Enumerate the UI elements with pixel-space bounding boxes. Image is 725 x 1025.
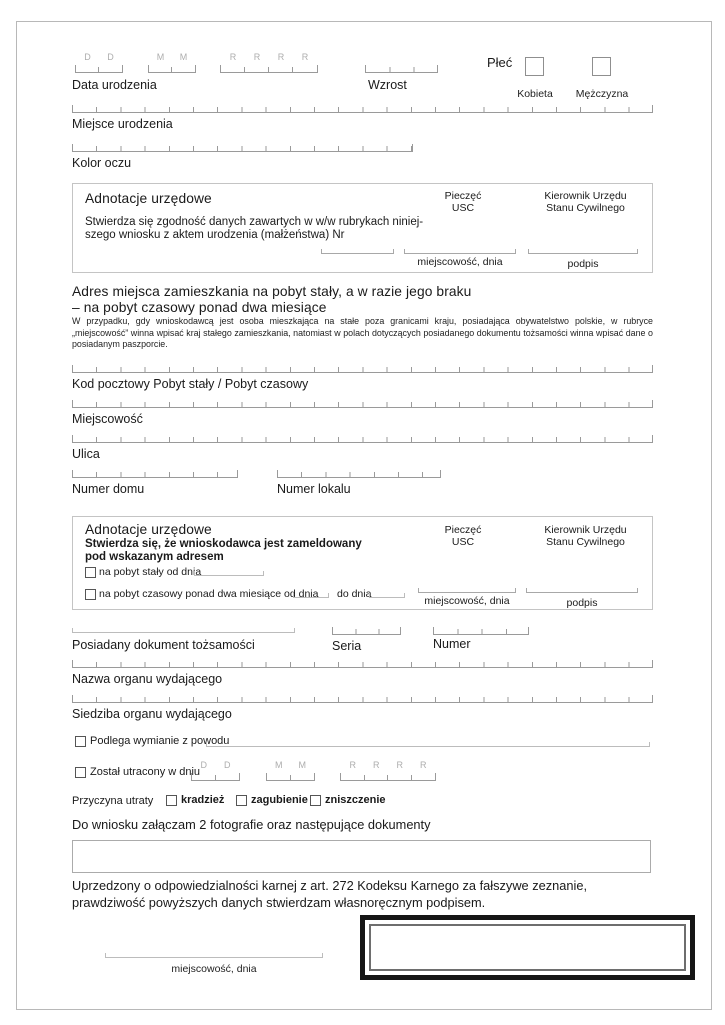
signature-label: podpis [566, 597, 598, 609]
permanent-stay-checkbox[interactable] [85, 567, 96, 578]
address-heading-line1: Adres miejsca zamieszkania na pobyt stały, a w razie jego braku [72, 284, 472, 299]
birth-month-field[interactable] [148, 52, 196, 73]
place-date-label: miejscowość, dnia [424, 595, 510, 607]
until-label: do dnia [337, 588, 372, 600]
birth-year-cell[interactable] [293, 52, 317, 72]
series-label: Seria [332, 639, 362, 653]
birthplace-label: Miejsce urodzenia [72, 117, 173, 131]
issuing-authority-label: Nazwa organu wydającego [72, 672, 223, 686]
postal-code-field[interactable] [72, 365, 653, 373]
height-field[interactable] [365, 65, 438, 73]
lost-reason-label: zagubienie [251, 794, 308, 806]
registry-head-label [523, 524, 648, 548]
lost-year-field[interactable] [340, 760, 436, 781]
birth-year-cell[interactable] [269, 52, 293, 72]
authority-seat-label: Siedziba organu wydającego [72, 707, 232, 721]
registered-statement-line1: Stwierdza się, że wnioskodawca jest zameldowany [85, 538, 362, 550]
house-number-label: Numer domu [72, 482, 145, 496]
signature-label: podpis [567, 258, 599, 270]
apartment-number-label: Numer lokalu [277, 482, 351, 496]
birth-year-cell[interactable] [221, 52, 245, 72]
birth-day-cell[interactable] [76, 52, 99, 72]
birth-date-label: Data urodzenia [72, 78, 157, 92]
stamp-label-line1: Pieczęć [444, 190, 482, 202]
year-ghost-letter: R [253, 52, 261, 62]
lost-month-field[interactable] [266, 760, 315, 781]
day-ghost-letter: D [84, 52, 91, 62]
theft-label: kradzież [181, 794, 225, 806]
year-ghost-letter: R [396, 760, 403, 770]
day-ghost-letter: D [224, 760, 231, 770]
annotations-birth-title: Adnotacje urzędowe [85, 191, 212, 206]
conformity-statement-line1: Stwierdza się zgodność danych zawartych w w/w rubrykach niniej- [85, 216, 424, 228]
year-ghost-letter: R [349, 760, 356, 770]
birth-year-field[interactable] [220, 52, 318, 73]
eye-color-field[interactable] [72, 144, 413, 152]
usc-stamp-label [413, 190, 513, 214]
series-field[interactable] [332, 627, 401, 635]
declaration-line1: Uprzedzony o odpowiedzialności karnej z art. 272 Kodeksu Karnego za fałszywe zeznanie, [72, 878, 588, 893]
temporary-until-date-field[interactable] [369, 593, 405, 598]
sex-label: Płeć [487, 55, 513, 70]
head-label-line2: Stanu Cywilnego [546, 202, 625, 214]
usc-stamp-label [413, 524, 513, 548]
birth-day-cell[interactable] [99, 52, 122, 72]
temporary-stay-label: na pobyt czasowy ponad dwa miesiące od dnia [99, 588, 319, 600]
lost-on-label: Został utracony w dniu [90, 766, 201, 778]
lost-day-field[interactable] [191, 760, 240, 781]
replacement-reason-field[interactable] [206, 742, 650, 747]
day-ghost-letter: D [107, 52, 114, 62]
annotations-residence-box [72, 516, 653, 610]
month-ghost-letter: M [179, 52, 188, 62]
year-ghost-letter: R [301, 52, 309, 62]
house-number-field[interactable] [72, 470, 238, 478]
lost-month-cell[interactable] [291, 760, 315, 780]
lost-month-cell[interactable] [267, 760, 291, 780]
number-field[interactable] [433, 627, 529, 635]
birth-day-field[interactable] [75, 52, 123, 73]
city-label: Miejscowość [72, 412, 143, 426]
lost-day-cell[interactable] [192, 760, 216, 780]
temporary-from-date-field[interactable] [293, 593, 329, 598]
lost-checkbox[interactable] [75, 767, 86, 778]
month-ghost-letter: M [298, 760, 306, 770]
city-field[interactable] [72, 400, 653, 408]
registered-statement-line2: pod wskazanym adresem [85, 551, 224, 563]
place-date-label: miejscowość, dnia [417, 256, 503, 268]
number-label: Numer [433, 637, 471, 651]
lost-day-cell[interactable] [216, 760, 240, 780]
stamp-label-line1: Pieczęć [444, 524, 482, 536]
signature-box[interactable] [360, 915, 695, 980]
stamp-label-line2: USC [451, 536, 475, 548]
head-label-line1: Kierownik Urzędu [544, 190, 627, 202]
signature-field[interactable] [528, 249, 638, 254]
apartment-number-field[interactable] [277, 470, 441, 478]
attachments-label: Do wniosku załączam 2 fotografie oraz następujące dokumenty [72, 817, 431, 832]
replacement-label: Podlega wymianie z powodu [90, 735, 230, 747]
lost-year-cell[interactable] [388, 760, 412, 780]
issuing-authority-field[interactable] [72, 660, 653, 668]
head-label-line2: Stanu Cywilnego [546, 536, 625, 548]
address-note: W przypadku, gdy wnioskodawcą jest osoba mieszkająca na stałe poza granicami kraju, posiadająca obywatelstwo polskie, w rubryce „miejscowość” winna wpisać kraj stałego zamieszkania, natomiast w polach dotyczących posiadanego dokumentu tożsamości winna wpisać dane o posiadanym paszporcie. [72, 316, 653, 350]
lost-reason-checkbox[interactable] [236, 795, 247, 806]
temporary-stay-checkbox[interactable] [85, 589, 96, 600]
street-field[interactable] [72, 435, 653, 443]
year-ghost-letter: R [373, 760, 380, 770]
destroyed-checkbox[interactable] [310, 795, 321, 806]
authority-seat-field[interactable] [72, 695, 653, 703]
signature-field[interactable] [526, 588, 638, 593]
height-label: Wzrost [368, 78, 407, 92]
stamp-label-line2: USC [451, 202, 475, 214]
head-label-line1: Kierownik Urzędu [544, 524, 627, 536]
year-ghost-letter: R [229, 52, 237, 62]
month-ghost-letter: M [275, 760, 283, 770]
place-date-label: miejscowość, dnia [171, 963, 257, 975]
permanent-stay-label: na pobyt stały od dnia [99, 566, 202, 578]
female-label: Kobieta [517, 88, 553, 100]
destroyed-label: zniszczenie [325, 794, 386, 806]
theft-checkbox[interactable] [166, 795, 177, 806]
registry-head-label [523, 190, 648, 214]
address-heading-line2: – na pobyt czasowy ponad dwa miesiące [72, 300, 327, 315]
conformity-statement-line2: szego wniosku z aktem urodzenia (małżeństwa) Nr [85, 229, 345, 241]
street-label: Ulica [72, 447, 100, 461]
lost-year-cell[interactable] [365, 760, 389, 780]
birth-month-cell[interactable] [149, 52, 172, 72]
birth-month-cell[interactable] [172, 52, 195, 72]
female-checkbox[interactable] [525, 57, 544, 76]
loss-reason-label: Przyczyna utraty [72, 795, 154, 807]
year-ghost-letter: R [420, 760, 427, 770]
place-date-field[interactable] [418, 588, 516, 593]
year-ghost-letter: R [277, 52, 285, 62]
permanent-stay-date-field[interactable] [194, 571, 264, 576]
month-ghost-letter: M [156, 52, 165, 62]
annotations-residence-title: Adnotacje urzędowe [85, 522, 212, 537]
postal-code-label: Kod pocztowy Pobyt stały / Pobyt czasowy [72, 377, 309, 391]
replacement-checkbox[interactable] [75, 736, 86, 747]
place-date-field[interactable] [105, 953, 323, 958]
male-label: Mężczyzna [575, 88, 629, 100]
birth-year-cell[interactable] [245, 52, 269, 72]
identity-document-label: Posiadany dokument tożsamości [72, 638, 255, 652]
attachments-input-box[interactable] [72, 840, 651, 873]
declaration-line2: prawdziwość powyższych danych stwierdzam własnoręcznym podpisem. [72, 895, 486, 910]
lost-year-cell[interactable] [412, 760, 436, 780]
eye-color-label: Kolor oczu [72, 156, 132, 170]
signature-box-inner[interactable] [369, 924, 686, 971]
act-number-field[interactable] [321, 249, 394, 254]
male-checkbox[interactable] [592, 57, 611, 76]
lost-year-cell[interactable] [341, 760, 365, 780]
annotations-birth-box [72, 183, 653, 273]
identity-document-field[interactable] [72, 628, 295, 633]
day-ghost-letter: D [200, 760, 207, 770]
place-date-field[interactable] [404, 249, 516, 254]
birthplace-field[interactable] [72, 105, 653, 113]
